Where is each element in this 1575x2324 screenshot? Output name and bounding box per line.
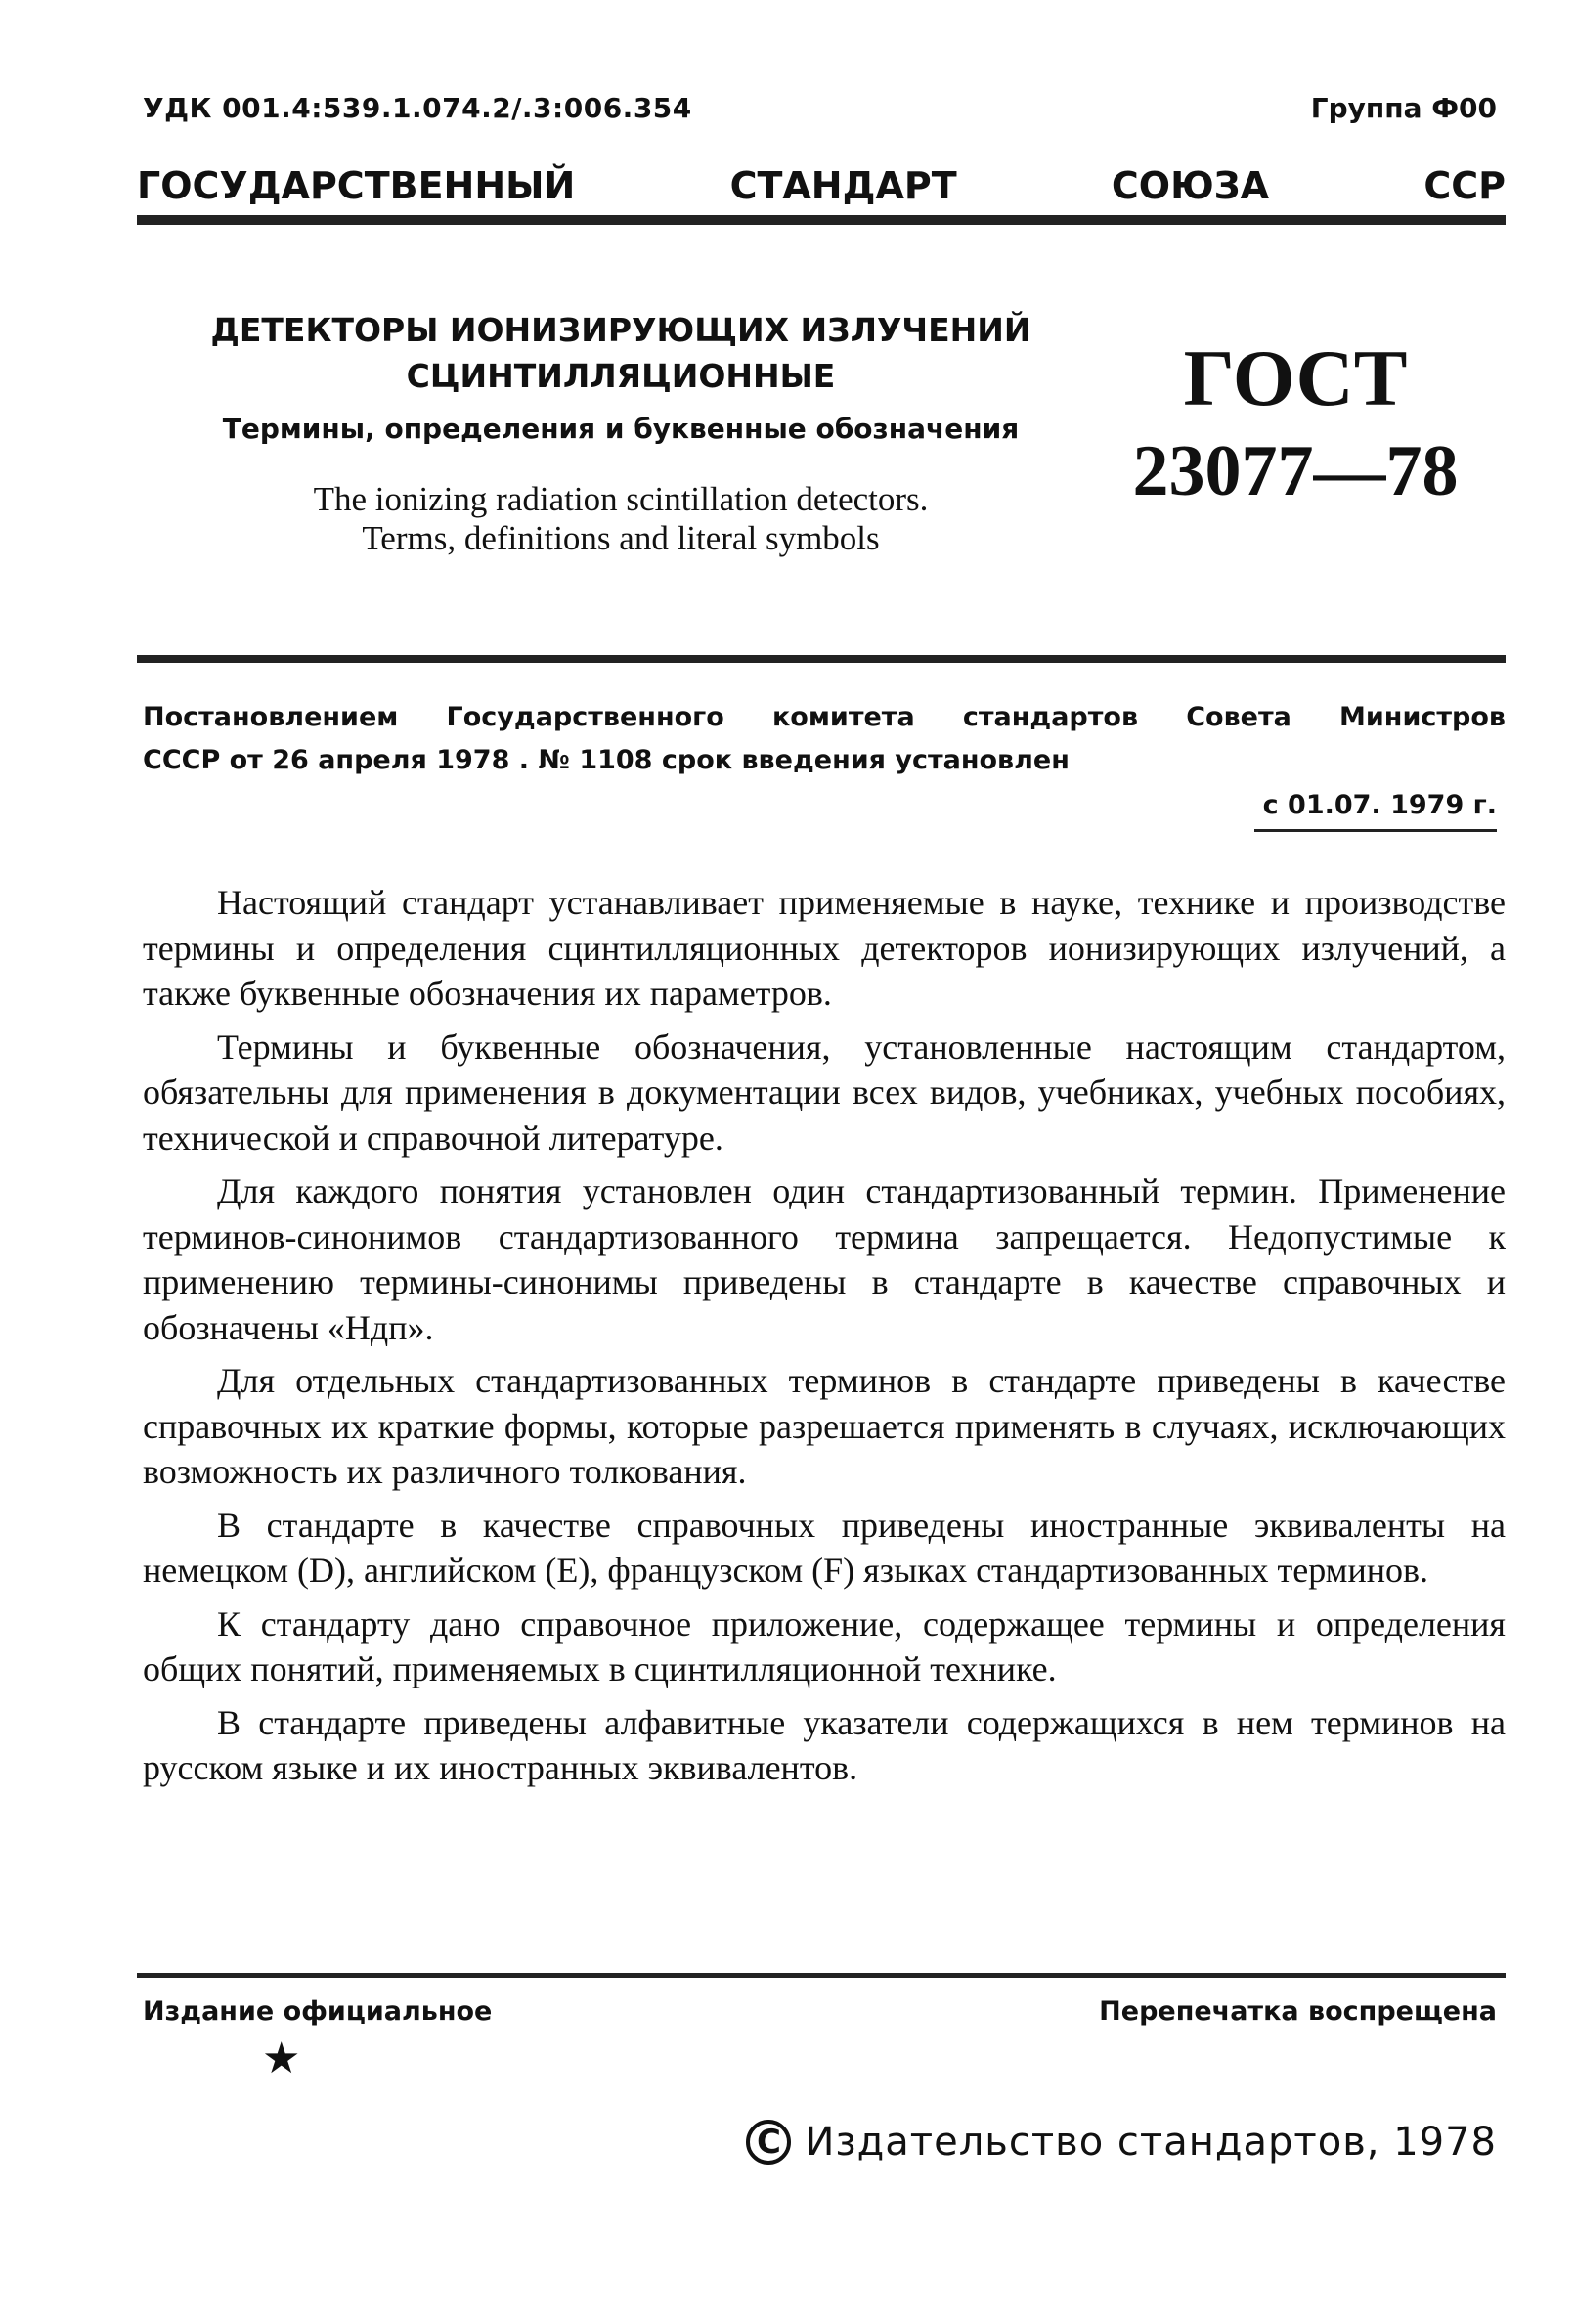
- title-ru-line-2: СЦИНТИЛЛЯЦИОННЫЕ: [406, 357, 836, 395]
- decree-word: стандартов: [962, 702, 1139, 732]
- decree-word: Постановлением: [143, 702, 399, 732]
- banner-word: СТАНДАРТ: [729, 164, 957, 207]
- udc-code: УДК 001.4:539.1.074.2/.3:006.354: [143, 92, 692, 124]
- paragraph: Для отдельных стандартизованных терминов в стандарте приведены в качестве справочных их краткие формы, которые разрешается применять в случаях, исключающих возможность их различного толкования.: [143, 1361, 1506, 1491]
- publisher: Издательство стандартов, 1978: [805, 2120, 1497, 2165]
- banner-word: ССР: [1423, 164, 1506, 207]
- reprint-note: Перепечатка воспрещена: [1099, 1996, 1497, 2027]
- banner-word: СОЮЗА: [1111, 164, 1270, 207]
- body-text: [143, 880, 1506, 1799]
- footer-rule: [137, 1973, 1506, 1978]
- state-standard-banner: [137, 164, 1506, 207]
- subtitle-ru: Термины, определения и буквенные обозначения: [222, 413, 1020, 445]
- effective-date-underline: [1254, 829, 1497, 832]
- title-ru-line-1: ДЕТЕКТОРЫ ИОНИЗИРУЮЩИХ ИЗЛУЧЕНИЙ: [210, 311, 1031, 349]
- paragraph: В стандарте в качестве справочных приведены иностранные эквиваленты на немецком (D), английском (E), французском (F) языках стандартизованных терминов.: [143, 1505, 1506, 1590]
- paragraph: Термины и буквенные обозначения, установленные настоящим стандартом, обязательны для применения в документации всех видов, учебниках, учебных пособиях, технической и справочной литературе.: [143, 1027, 1506, 1158]
- effective-date: с 01.07. 1979 г.: [1262, 790, 1497, 820]
- banner-word: ГОСУДАРСТВЕННЫЙ: [137, 164, 576, 207]
- title-block: [137, 311, 1105, 558]
- decree-line-1: [143, 702, 1506, 732]
- paragraph: В стандарте приведены алфавитные указатели содержащихся в нем терминов на русском языке и их иностранных эквивалентов.: [143, 1702, 1506, 1787]
- decree-word: Совета: [1186, 702, 1291, 732]
- decree-word: Министров: [1339, 702, 1506, 732]
- paragraph: Настоящий стандарт устанавливает применяемые в науке, технике и производстве термины и определения сцинтилляционных детекторов ионизирующих излучений, а также буквенные обозначения их параметров.: [143, 883, 1506, 1013]
- publisher-row: [746, 2120, 1497, 2165]
- group-code: Группа Ф00: [1310, 92, 1497, 124]
- paragraph: К стандарту дано справочное приложение, содержащее термины и определения общих понятий, применяемых в сцинтилляционной технике.: [143, 1603, 1506, 1688]
- copyright-icon: С: [746, 2120, 791, 2165]
- decree-line-2: СССР от 26 апреля 1978 . № 1108 срок введения установлен: [143, 745, 1070, 775]
- gost-label: ГОСТ: [1183, 333, 1408, 422]
- star-icon: ★: [262, 2035, 301, 2083]
- title-rule: [137, 655, 1506, 663]
- title-en-line-1: The ionizing radiation scintillation detectors.: [313, 480, 929, 518]
- header-rule: [137, 215, 1506, 225]
- decree-word: Государственного: [446, 702, 724, 732]
- decree-word: комитета: [771, 702, 915, 732]
- paragraph: Для каждого понятия установлен один стандартизованный термин. Применение терминов-синонимов стандартизованного термина запрещается. Недопустимые к применению термины-синонимы приведены в стандарте в качестве справочных и обозначены «Ндп».: [143, 1171, 1506, 1347]
- gost-number: 23077—78: [1132, 431, 1459, 511]
- edition-note: Издание официальное: [143, 1996, 493, 2027]
- title-en-line-2: Terms, definitions and literal symbols: [362, 519, 880, 557]
